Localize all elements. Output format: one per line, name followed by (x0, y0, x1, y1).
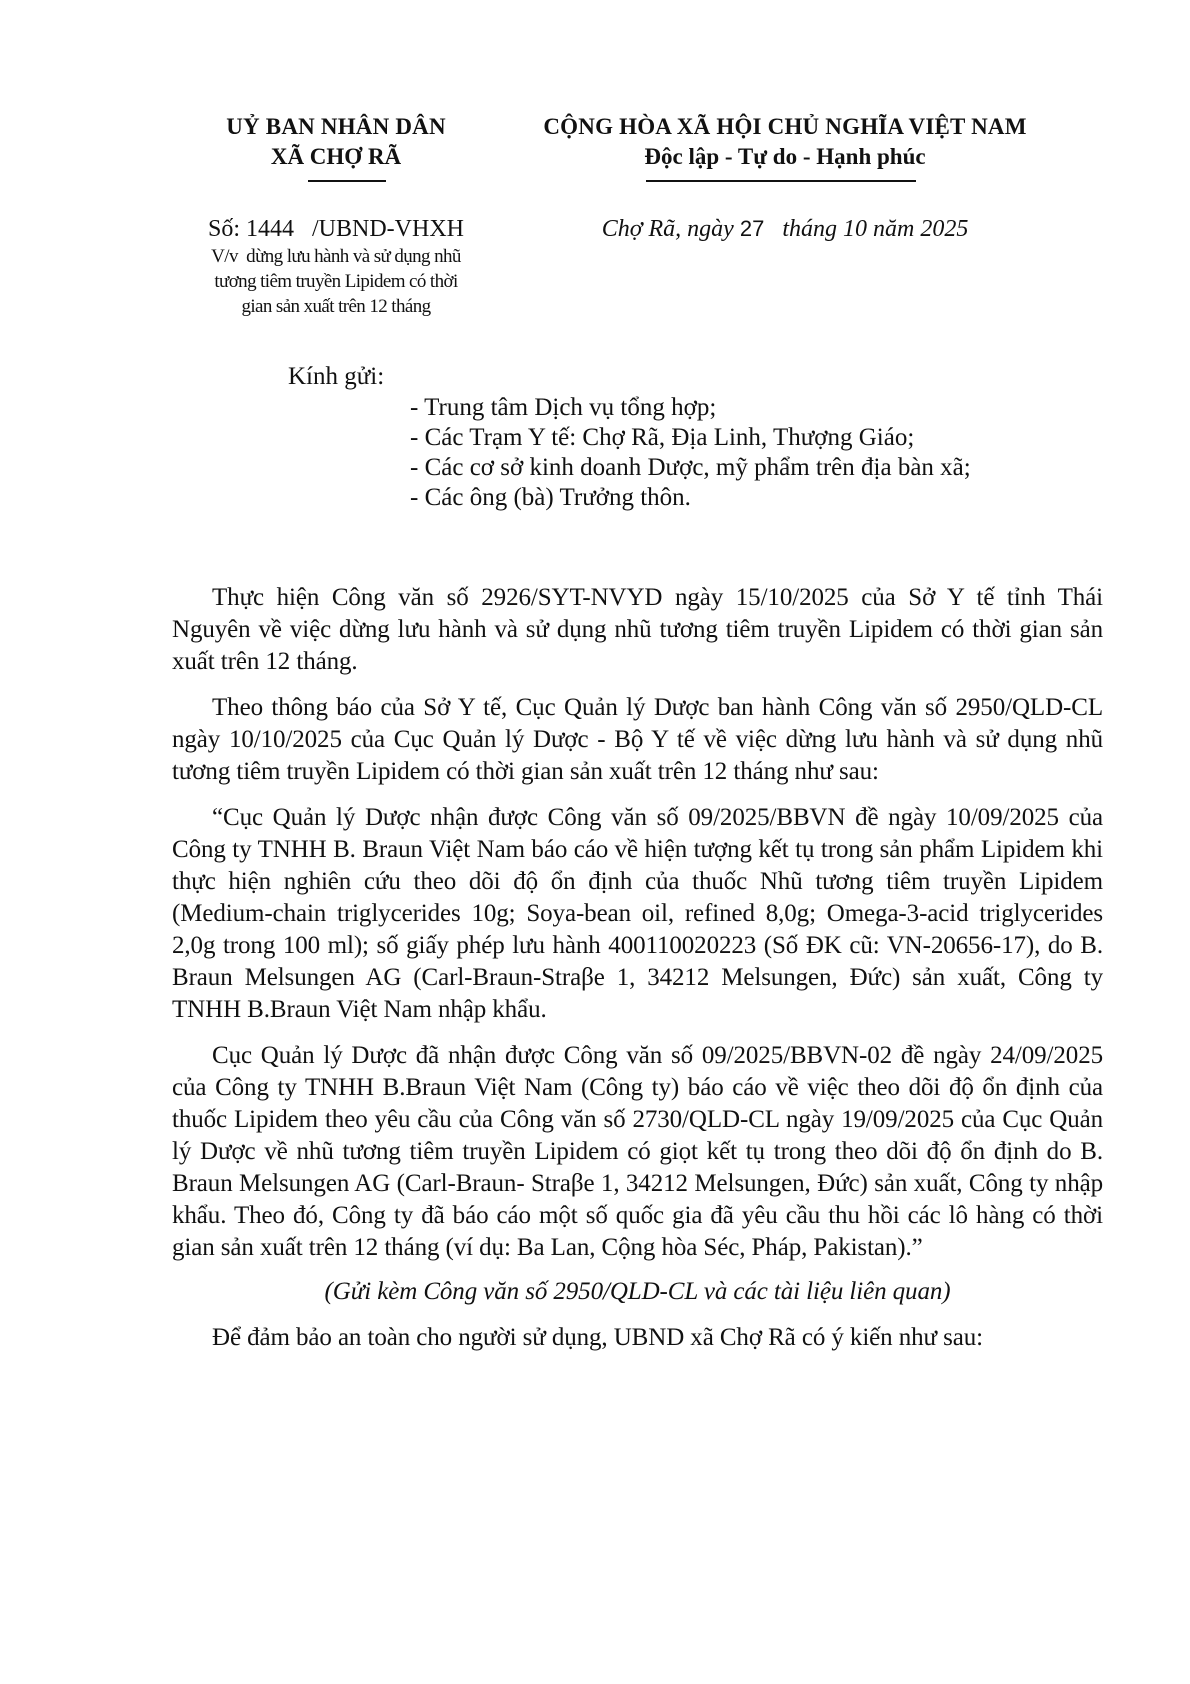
document-body (172, 582, 1103, 1368)
document-number (170, 214, 502, 244)
closing-statement: Để đảm bảo an toàn cho người sử dụng, UBND xã Chợ Rã có ý kiến như sau: (212, 1324, 983, 1351)
document-date (500, 214, 1070, 244)
issuer-commune: XÃ CHỢ RÃ (270, 144, 402, 169)
document-number-suffix: /UBND-VHXH (294, 216, 464, 242)
body-paragraph: Theo thông báo của Sở Y tế, Cục Quản lý Dược ban hành Công văn số 2950/QLD-CL ngày 10/10/2025 của Cục Quản lý Dược - Bộ Y tế về việc dừng lưu hành và sử dụng nhũ tương tiêm truyền Lipidem có thời gian sản xuất trên 12 tháng như sau: (172, 694, 1103, 785)
document-number-value: 1444 (246, 216, 294, 242)
date-prefix: Chợ Rã, ngày (601, 216, 740, 242)
national-header-block (500, 112, 1070, 244)
document-number-prefix: Số: (207, 216, 246, 242)
recipient-item: - Các Trạm Y tế: Chợ Rã, Địa Linh, Thượng Giáo; (410, 424, 915, 451)
issuer-name: UỶ BAN NHÂN DÂN (226, 114, 446, 139)
body-paragraph: Thực hiện Công văn số 2926/SYT-NVYD ngày 15/10/2025 của Sở Y tế tỉnh Thái Nguyên về việc dừng lưu hành và sử dụng nhũ tương tiêm truyền Lipidem có thời gian sản xuất trên 12 tháng. (172, 584, 1103, 675)
recipients-list (410, 393, 971, 513)
recipient-item: - Trung tâm Dịch vụ tổng hợp; (410, 394, 717, 421)
issuer-block (170, 112, 502, 319)
national-title: CỘNG HÒA XÃ HỘI CHỦ NGHĨA VIỆT NAM (543, 114, 1027, 139)
subject-line-2: tương tiêm truyền Lipidem có thời (214, 271, 458, 292)
body-paragraph-quote: “Cục Quản lý Dược nhận được Công văn số 09/2025/BBVN đề ngày 10/09/2025 của Công ty TNHH B. Braun Việt Nam báo cáo về hiện tượng kết tụ trong sản phẩm Lipidem khi thực hiện nghiên cứu theo dõi độ ổn định của thuốc Nhũ tương tiêm truyền Lipidem (Medium-chain triglycerides 10g; Soya-bean oil, refined 8,0g; Omega-3-acid triglycerides 2,0g trong 100 ml); số giấy phép lưu hành 400110020223 (Số ĐK cũ: VN-20656-17), do B. Braun Melsungen AG (Carl-Braun-Straβe 1, 34212 Melsungen, Đức) sản xuất, Công ty TNHH B.Braun Việt Nam nhập khẩu. (172, 804, 1103, 1023)
recipient-item: - Các cơ sở kinh doanh Dược, mỹ phẩm trên địa bàn xã; (410, 454, 971, 481)
body-paragraph-quote: Cục Quản lý Dược đã nhận được Công văn số 09/2025/BBVN-02 đề ngày 24/09/2025 của Công ty TNHH B.Braun Việt Nam (Công ty) báo cáo về việc theo dõi độ ổn định của thuốc Lipidem theo yêu cầu của Công văn số 2730/QLD-CL ngày 19/09/2025 của Cục Quản lý Dược về nhũ tương tiêm truyền Lipidem có giọt kết tụ trong theo dõi độ ổn định do B. Braun Melsungen AG (Carl-Braun- Straβe 1, 34212 Melsungen, Đức) sản xuất, Công ty nhập khẩu. Theo đó, Công ty đã báo cáo một số quốc gia đã yêu cầu thu hồi các lô hàng có thời gian sản xuất trên 12 tháng (ví dụ: Ba Lan, Cộng hòa Séc, Pháp, Pakistan).” (172, 1042, 1103, 1261)
national-motto: Độc lập - Tự do - Hạnh phúc (644, 144, 926, 169)
attachment-note: (Gửi kèm Công văn số 2950/QLD-CL và các tài liệu liên quan) (324, 1278, 951, 1305)
subject-line-3: gian sản xuất trên 12 tháng (241, 296, 431, 317)
date-day: 27 (739, 216, 765, 241)
date-suffix: tháng 10 năm 2025 (764, 216, 969, 242)
subject-line-1: V/v dừng lưu hành và sử dụng nhũ (211, 246, 461, 267)
issuer-underline (308, 180, 386, 182)
motto-underline (646, 180, 916, 182)
recipient-item: - Các ông (bà) Trưởng thôn. (410, 484, 691, 511)
recipients-label: Kính gửi: (288, 363, 385, 390)
